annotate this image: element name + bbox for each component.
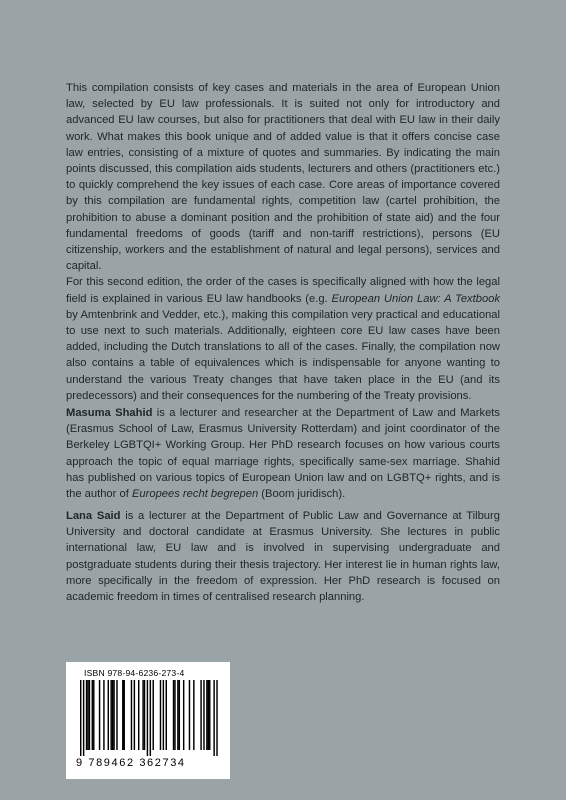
back-cover-blurb bbox=[66, 80, 500, 404]
barcode-bar bbox=[134, 680, 135, 750]
barcode-bar bbox=[189, 680, 190, 750]
barcode-bar bbox=[193, 680, 194, 750]
barcode-panel bbox=[66, 662, 230, 779]
barcode-bar bbox=[206, 680, 207, 750]
barcode-bar bbox=[112, 680, 113, 750]
barcode-bar bbox=[200, 680, 201, 750]
bio-text: (Boom juridisch). bbox=[258, 488, 346, 501]
barcode-bar bbox=[150, 680, 151, 756]
barcode-bar bbox=[160, 680, 161, 750]
blurb-paragraph-2 bbox=[66, 274, 500, 404]
barcode-bar bbox=[80, 680, 81, 756]
barcode-bar bbox=[124, 680, 125, 750]
barcode-bar bbox=[144, 680, 145, 750]
barcode-bar bbox=[142, 680, 143, 750]
ean-barcode bbox=[78, 680, 218, 758]
barcode-bar bbox=[92, 680, 93, 750]
barcode-bar bbox=[147, 680, 148, 756]
author-name: Masuma Shahid bbox=[66, 407, 153, 419]
barcode-bar bbox=[213, 680, 214, 756]
barcode-bar bbox=[183, 680, 184, 750]
blurb-text: This compilation consists of key cases and materials in the area of European Union law, selected by EU law professionals. It is suited not only for introductory and advanced EU law courses, but also for practitioners that deal with EU law in their daily work. What makes this book unique and of added value is that it offers concise case law entries, consisting of a mixture of quotes and summaries. By indicating the main points discussed, this compilation aids students, lecturers and others (practitioners etc.) to quickly comprehend the key issues of each case. Core areas of importance covered by this compilation are fundamental rights, competition law (cartel prohibition, the prohibition to abuse a dominant position and the prohibition of state aid) and the four fundamental freedoms of goods (tariff and non-tariff restrictions), persons (EU citizenship, workers and the establishment of natural and legal persons), services and capital. bbox=[66, 82, 500, 273]
barcode-digits: 9 789462 362734 bbox=[76, 757, 186, 769]
barcode-bar bbox=[87, 680, 88, 750]
barcode-bar bbox=[86, 680, 87, 750]
barcode-bar bbox=[203, 680, 204, 750]
barcode-bar bbox=[83, 680, 84, 756]
barcode-bar bbox=[138, 680, 139, 750]
barcode-bar bbox=[122, 680, 123, 750]
barcode-bar bbox=[116, 680, 117, 750]
barcode-bar bbox=[93, 680, 94, 750]
blurb-text: by Amtenbrink and Vedder, etc.), making this compilation very practical and educational to use next to such materials. Additionally, eighteen core EU law cases have been added, including the Dutch translations to all of the cases. Finally, the compilation now also contains a table of equivalences which is indispensable for anyone wanting to understand the various Treaty changes that have taken place in the EU (and its predecessors) and their consequences for the numbering of the Treaty provisions. bbox=[66, 308, 500, 402]
barcode-bar bbox=[99, 680, 100, 750]
barcode-bar bbox=[153, 680, 154, 750]
barcode-bar bbox=[110, 680, 111, 750]
barcode-bar bbox=[108, 680, 109, 750]
book-title-reference: Europees recht begrepen bbox=[131, 488, 259, 501]
barcode-bar bbox=[209, 680, 210, 750]
book-title-reference: European Union Law: A Textbook bbox=[331, 292, 500, 305]
isbn-label: ISBN 978-94-6236-273-4 bbox=[84, 668, 185, 678]
barcode-bar bbox=[163, 680, 164, 750]
barcode-bar bbox=[177, 680, 178, 750]
barcode-bar bbox=[179, 680, 180, 750]
barcode-bar bbox=[208, 680, 209, 750]
barcode-bar bbox=[174, 680, 175, 750]
bio-text: is a lecturer and researcher at the Department of Law and Markets (Erasmus School of Law, Erasmus University Rotterdam) and joint coordinator of the Berkeley LGBTQI+ Working Group. Her PhD research focuses on how various courts approach the topic of equal marriage rights, specifically same-sex marriage. Shahid has published on various topics of European Union law and on LGBTQ+ rights, and is the author of bbox=[66, 407, 501, 501]
bio-text: is a lecturer at the Department of Public Law and Governance at Tilburg University and doctoral candidate at Erasmus University. She lectures in public international law, EU law and is involved in supervising undergraduate and postgraduate students during their thesis trajectory. Her interest lie in human rights law, more specifically in the freedom of expression. Her PhD research is focused on academic freedom in times of centralised research planning. bbox=[66, 510, 500, 604]
barcode-bar bbox=[166, 680, 167, 750]
author-bio-said bbox=[66, 508, 500, 605]
barcode-bar bbox=[103, 680, 104, 750]
barcode-bar bbox=[216, 680, 217, 756]
blurb-paragraph-1 bbox=[66, 80, 500, 274]
author-bio-shahid bbox=[66, 405, 500, 502]
author-name: Lana Said bbox=[66, 510, 121, 522]
barcode-bar bbox=[173, 680, 174, 750]
blurb-text: For this second edition, the order of the cases is specifically aligned with how the legal field is explained in various EU law handbooks (e.g. bbox=[66, 276, 500, 305]
barcode-bar bbox=[89, 680, 90, 750]
barcode-bar bbox=[131, 680, 132, 750]
barcode-bar bbox=[113, 680, 114, 750]
